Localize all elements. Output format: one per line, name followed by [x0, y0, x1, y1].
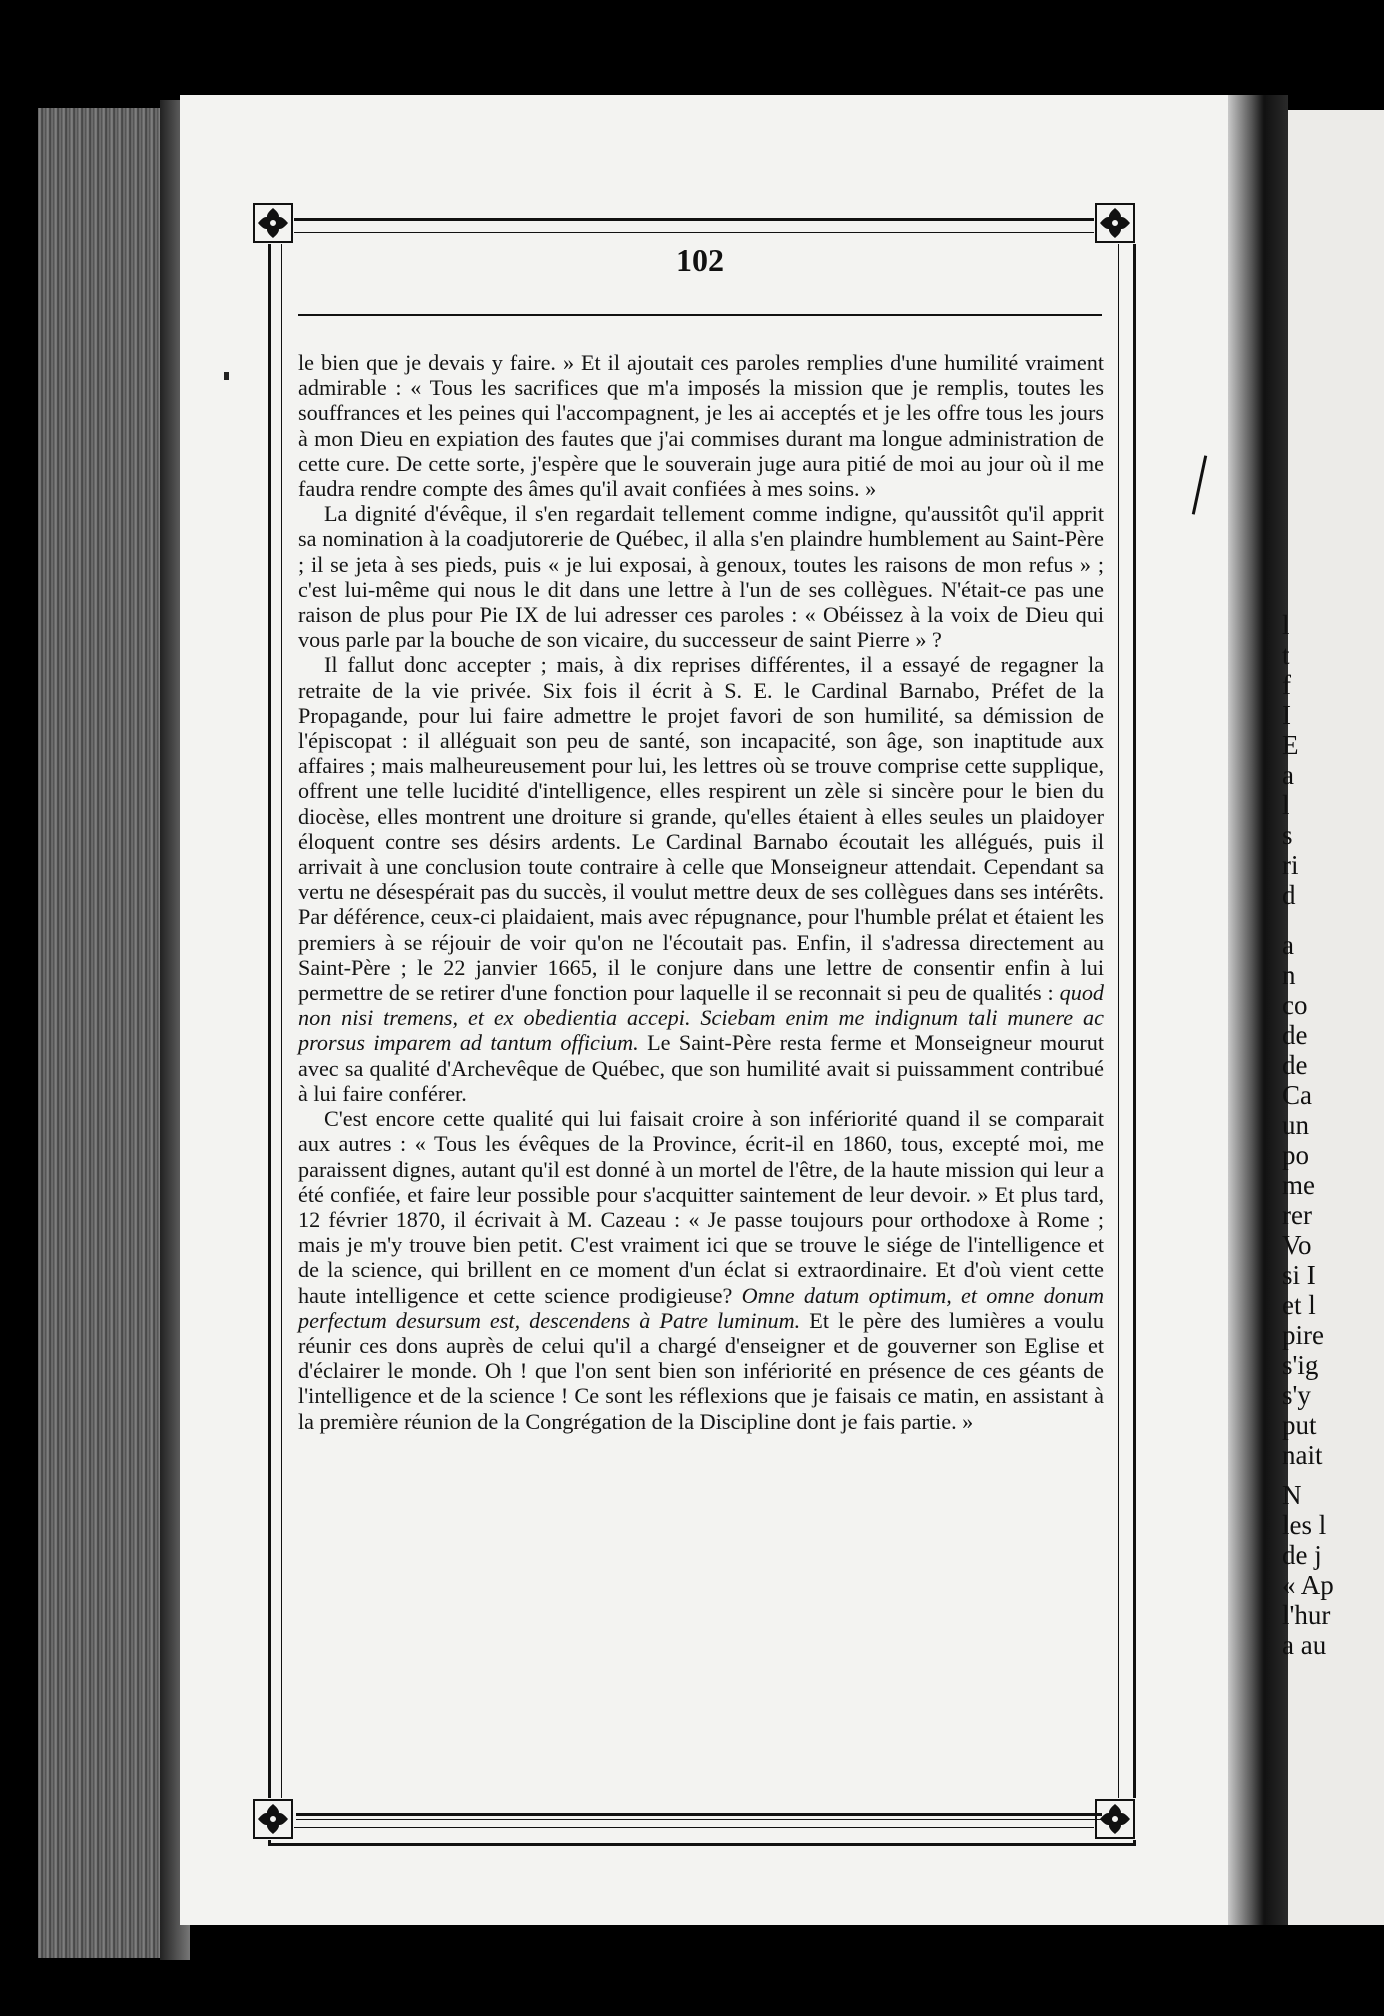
facing-page-fragment: de	[1282, 1020, 1308, 1050]
facing-page-fragment: a au	[1282, 1630, 1327, 1660]
facing-page-fragment: s'ig	[1282, 1350, 1319, 1380]
footer-rule-thin	[296, 1819, 1102, 1820]
paragraph	[298, 1106, 1104, 1434]
facing-page-fragment: Vo	[1282, 1230, 1312, 1260]
facing-page-fragment: l	[1282, 610, 1290, 640]
ornament-corner-icon	[252, 202, 294, 244]
facing-page-fragment: a	[1282, 930, 1294, 960]
paragraph: le bien que je devais y faire. » Et il ajoutait ces paroles remplies d'une humilité vraiment admirable : « Tous les sacrifices que m'a imposés la mission que je remplis, toutes les souffrances et les peines qui l'accompagnent, je les ai acceptés et je les offre tous les jours à mon Dieu en expiation des fautes que j'ai commises durant ma longue administration de cette cure. De cette sorte, j'espère que le souverain juge aura pitié de moi au jour où il me faudra rendre compte des âmes qu'il avait confiées à mes soins. »	[298, 350, 1104, 502]
paragraph-text: C'est encore cette qualité qui lui faisait croire à son infériorité quand il se comparait aux autres : « Tous les évêques de la Province, écrit-il en 1860, tous, excepté moi, me paraissent dignes, autant qu'il est donné à un mortel de l'être, de la haute mission qui leur a été confiée, et faire leur possible pour s'acquitter saintement de leur devoir. » Et plus tard, 12 février 1870, il écrivait à M. Cazeau : « Je passe toujours pour orthodoxe à Rome ; mais je m'y trouve bien petit. C'est vraiment ici que se trouve le siége de l'intelligence et de la science, qui brillent en ce moment d'un éclat si extraordinaire. Et d'où vient cette haute intelligence et cette science prodigieuse?	[298, 1106, 1104, 1308]
facing-page-fragment: f	[1282, 670, 1291, 700]
facing-page-fragment: N	[1282, 1480, 1302, 1510]
paragraph-text: Le Saint-Père resta ferme et Monseigneur mourut avec sa qualité d'Archevêque de Québec, que son humilité avait si puissamment contribué à lui faire conférer.	[298, 1030, 1105, 1106]
page-edges	[38, 108, 178, 1958]
facing-page-fragment: t	[1282, 640, 1290, 670]
facing-page-fragment: l	[1282, 790, 1290, 820]
facing-page-fragment: si I	[1282, 1260, 1316, 1290]
paragraph	[298, 652, 1104, 1106]
facing-page-fragment: ri	[1282, 850, 1299, 880]
facing-page-fragment: rer	[1282, 1200, 1312, 1230]
facing-page	[1282, 110, 1384, 1925]
facing-page-fragment: nait	[1282, 1440, 1323, 1470]
paragraph: La dignité d'évêque, il s'en regardait tellement comme indigne, qu'aussitôt qu'il apprit sa nomination à la coadjutorerie de Québec, il alla s'en plaindre humblement au Saint-Père ; il se jeta à ses pieds, puis « je lui exposai, à genoux, toutes les raisons de mon refus » ; c'est lui-même qui nous le dit dans une lettre à l'un de ses collègues. N'était-ce pas une raison de plus pour Pie IX de lui adresser ces paroles : « Obéissez à la voix de Dieu qui vous parle par la bouche de son vicaire, du successeur de saint Pierre » ?	[298, 501, 1104, 653]
facing-page-fragment: « Ap	[1282, 1570, 1334, 1600]
facing-page-fragment: me	[1282, 1170, 1315, 1200]
facing-page-fragment: n	[1282, 960, 1296, 990]
paragraph-text: Il fallut donc accepter ; mais, à dix reprises différentes, il a essayé de regagner la retraite de la vie privée. Six fois il écrit à S. E. le Cardinal Barnabo, Préfet de la Propagande, pour lui faire admettre le projet favori de son humilité, sa démission de l'épiscopat : il alléguait son peu de santé, son incapacité, son âge, son inaptitude aux affaires ; mais malheureusement pour lui, les lettres où se trouve comprise cette supplique, offrent une telle lucidité d'intelligence, elles respirent un zèle si sincère pour le bien du diocèse, elles montrent une droiture si grande, qu'elles étaient à elles seules un plaidoyer éloquent contre ses désirs ardents. Le Cardinal Barnabo écoutait les allégués, puis il arrivait à une conclusion toute contraire à celle que Monseigneur attendait. Cependant sa vertu ne désespérait pas du succès, il voulut mettre deux de ses collègues dans ses intérêts. Par déférence, ceux-ci plaidaient, mais avec répugnance, pour l'humble prélat et étaient les premiers à se réjouir de voir qu'on ne l'écoutait pas. Enfin, il s'adressa directement au Saint-Père ; le 22 janvier 1665, il le conjure dans une lettre de consentir enfin à lui permettre de se retirer d'une fonction pour laquelle il se reconnait si peu de qualités :	[298, 652, 1104, 1006]
facing-page-fragment: s'y	[1282, 1380, 1311, 1410]
facing-page-fragment: et l	[1282, 1290, 1316, 1320]
facing-page-fragment: E	[1282, 730, 1299, 760]
paragraph-text: Et le père des lumières a voulu réunir ces dons auprès de celui qu'il a chargé d'enseigner et de gouverner son Eglise et d'éclairer le monde. Oh ! que l'on sent bien son infériorité en présence de ces géants de l'intelligence et de la science ! Ce sont les réflexions que je faisais ce matin, en assistant à la première réunion de la Congrégation de la Discipline dont je fais partie. »	[298, 1307, 1104, 1434]
ink-mark	[224, 372, 229, 380]
footer-rule	[296, 1813, 1102, 1816]
book-gutter	[1228, 95, 1288, 1925]
body-text	[298, 350, 1104, 1434]
facing-page-fragment: a	[1282, 760, 1294, 790]
latin-quote: quod non nisi tremens, et ex obedientia accepi. Sciebam enim me indignum tali munere ac prorsus imparem ad tantum officium.	[298, 980, 1104, 1056]
facing-page-fragment: de	[1282, 1050, 1308, 1080]
ornament-corner-icon	[252, 1798, 294, 1840]
facing-page-fragment: s	[1282, 820, 1293, 850]
facing-page-fragment: put	[1282, 1410, 1317, 1440]
facing-page-fragment: un	[1282, 1110, 1309, 1140]
facing-page-fragment: po	[1282, 1140, 1309, 1170]
facing-page-fragment: de j	[1282, 1540, 1322, 1570]
facing-page-fragment: co	[1282, 990, 1308, 1020]
latin-quote: Omne datum optimum, et omne donum perfectum desursum est, descendens à Patre luminum.	[298, 1282, 1105, 1333]
facing-page-fragment: Ca	[1282, 1080, 1312, 1110]
header-rule	[298, 314, 1102, 316]
facing-page-fragment: pire	[1282, 1320, 1324, 1350]
page-number: 102	[676, 242, 724, 278]
facing-page-fragment: les l	[1282, 1510, 1327, 1540]
ornament-corner-icon	[1094, 202, 1136, 244]
facing-page-fragment: d	[1282, 880, 1296, 910]
facing-page-fragment: I	[1282, 700, 1291, 730]
facing-page-fragment: l'hur	[1282, 1600, 1331, 1630]
